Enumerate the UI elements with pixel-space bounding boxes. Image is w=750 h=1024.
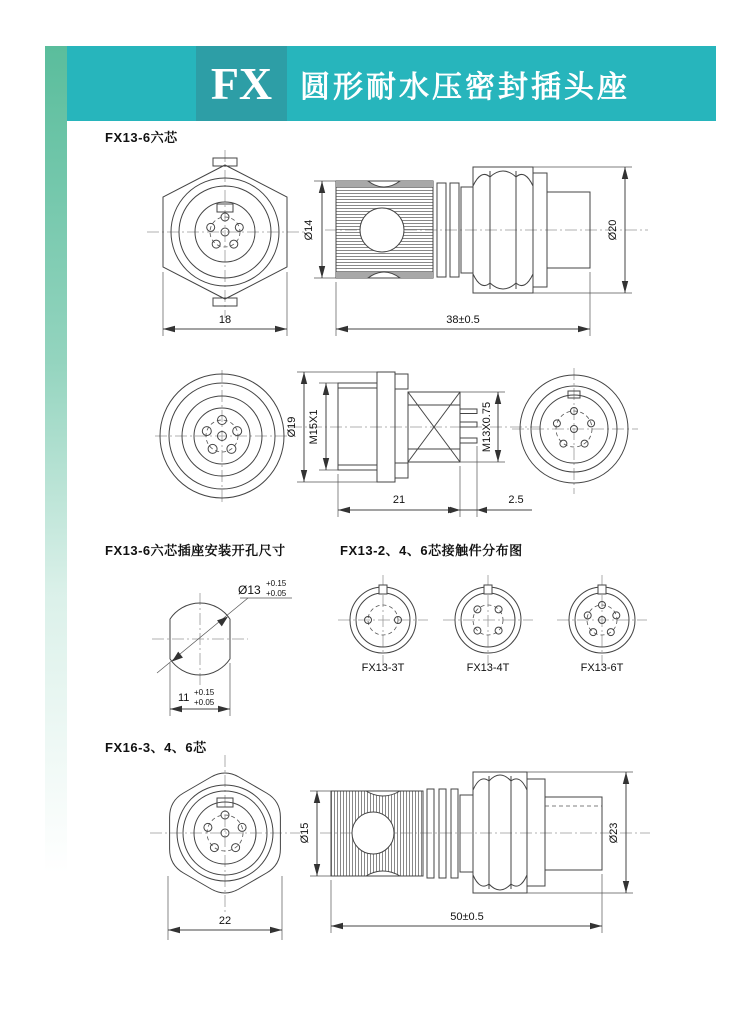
- dim-fx16-length: 50±0.5: [450, 911, 484, 923]
- fx13-socket-rear-view: [512, 368, 638, 494]
- dim-socket-pin-length: 2.5: [508, 494, 524, 506]
- dim-mount-dia: Ø13: [238, 583, 261, 597]
- fx16-front-view: [150, 755, 300, 940]
- section-label-contact-layout: FX13-2、4、6芯接触件分布图: [340, 543, 523, 558]
- fx13-plug-front-view: [147, 150, 305, 336]
- brand-logo: FX: [210, 58, 273, 109]
- contact-view-label: FX13-4T: [466, 662, 510, 674]
- dim-fx13-width: 18: [218, 314, 232, 326]
- dim-fx13-length: 38±0.5: [446, 314, 480, 326]
- dim-mount-dia-tol-lower: +0.05: [266, 589, 287, 598]
- dim-fx16-rear-dia: Ø23: [608, 822, 620, 844]
- dim-socket-flange-dia: Ø19: [286, 416, 298, 438]
- contact-view-fx13-3t: [338, 575, 428, 674]
- contact-view-label: FX13-3T: [361, 662, 405, 674]
- dim-socket-rear-thread: M13X0.75: [481, 401, 493, 453]
- dim-fx16-knurl-dia: Ø15: [299, 822, 311, 844]
- dim-socket-front-thread: M15X1: [308, 409, 320, 445]
- dim-fx16-width: 22: [218, 915, 232, 927]
- section-label-fx13: FX13-6六芯: [105, 130, 178, 145]
- section-label-fx16: FX16-3、4、6芯: [105, 740, 207, 755]
- dim-fx13-knurl-dia: Ø14: [303, 219, 315, 241]
- contact-view-fx13-6t: [557, 575, 647, 674]
- dim-mount-width-tol-lower: +0.05: [194, 698, 215, 707]
- dim-mount-width-tol-upper: +0.15: [194, 688, 215, 697]
- fx13-socket-section-view: [286, 372, 540, 517]
- dim-mount-dia-tol-upper: +0.15: [266, 579, 287, 588]
- fx16-side-view: [299, 772, 650, 933]
- fx13-plug-side-view: [303, 167, 648, 336]
- mount-hole-view: [152, 579, 292, 716]
- dim-mount-width: 11: [178, 692, 190, 704]
- dim-socket-body-length: 21: [392, 494, 406, 506]
- section-label-mount-hole: FX13-6六芯插座安装开孔尺寸: [105, 543, 286, 558]
- contact-view-fx13-4t: [443, 575, 533, 674]
- page-title: 圆形耐水压密封插头座: [300, 70, 630, 104]
- fx13-socket-front-view: [155, 370, 290, 503]
- dim-fx13-rear-dia: Ø20: [607, 219, 619, 241]
- contact-view-label: FX13-6T: [580, 662, 624, 674]
